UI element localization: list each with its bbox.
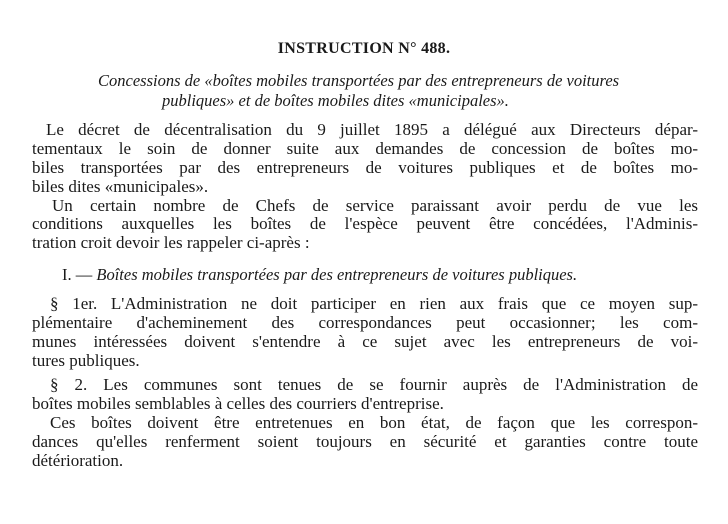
paragraph-line: tures publiques.	[32, 351, 140, 370]
paragraph-line: Un certain nombre de Chefs de service paraissant avoir perdu de vue les	[52, 196, 698, 215]
subtitle-line: publiques» et de boîtes mobiles dites «municipales».	[162, 91, 509, 110]
document-title: INSTRUCTION N° 488.	[277, 40, 451, 57]
paragraph-line: dances qu'elles renferment soient toujours en sécurité et garanties contre toute	[32, 432, 698, 451]
paragraph-line: biles transportées par des entrepreneurs de voitures publiques et de boîtes mo-	[32, 158, 698, 177]
paragraph-line: conditions auxquelles les boîtes de l'espèce peuvent être concédées, l'Adminis-	[32, 214, 698, 233]
paragraph-line: boîtes mobiles semblables à celles des courriers d'entreprise.	[32, 394, 444, 413]
section-title: Boîtes mobiles transportées par des entrepreneurs de voitures publiques.	[96, 265, 578, 284]
paragraph-line: tration croit devoir les rappeler ci-après :	[32, 233, 310, 252]
paragraph-line: Ces boîtes doivent être entretenues en bon état, de façon que les correspon-	[50, 413, 698, 432]
paragraph-line: détérioration.	[32, 451, 124, 470]
paragraph-line: § 1er. L'Administration ne doit participer en rien aux frais que ce moyen sup-	[50, 294, 698, 313]
subtitle-line: Concessions de «boîtes mobiles transportées par des entrepreneurs de voitures	[98, 71, 620, 90]
paragraph-line: plémentaire d'acheminement des correspondances peut occasionner; les com-	[32, 313, 698, 332]
paragraph-line: munes intéressées doivent s'entendre à ce sujet avec les entrepreneurs de voi-	[32, 332, 698, 351]
section-number: I. —	[62, 265, 97, 284]
paragraph-line: Le décret de décentralisation du 9 juillet 1895 a délégué aux Directeurs dépar-	[46, 120, 698, 139]
paragraph-line: biles dites «municipales».	[32, 177, 209, 196]
paragraph-line: tementaux le soin de donner suite aux demandes de concession de boîtes mo-	[32, 139, 698, 158]
section-heading	[62, 265, 577, 285]
paragraph-line: § 2. Les communes sont tenues de se fournir auprès de l'Administration de	[50, 375, 698, 394]
